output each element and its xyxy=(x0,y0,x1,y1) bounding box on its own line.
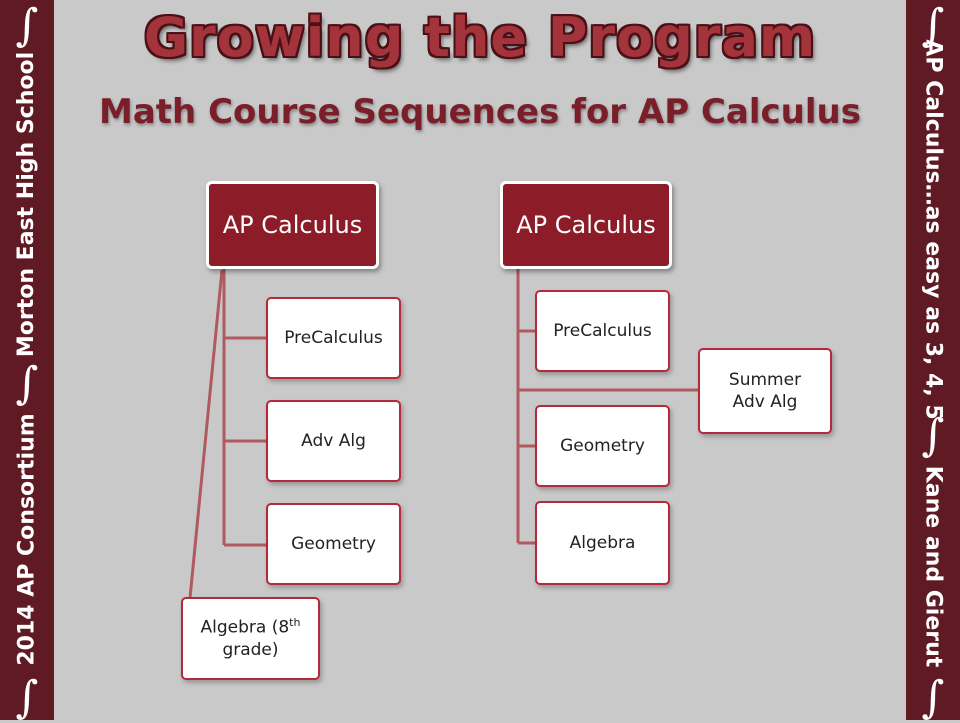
left-banner-top-text: Morton East High School xyxy=(14,51,40,357)
seq2-item-geometry: Geometry xyxy=(535,405,670,487)
seq1-item-geometry: Geometry xyxy=(266,503,401,585)
seq2-item-summer-adv-alg: Summer Adv Alg xyxy=(698,348,832,434)
right-banner-bottom-text: Kane and Gierut xyxy=(920,465,946,667)
integral-icon: ∫ xyxy=(921,410,945,461)
page-title: Growing the Program xyxy=(143,6,817,69)
integral-icon: ∫ xyxy=(921,0,945,51)
page-subtitle: Math Course Sequences for AP Calculus xyxy=(99,92,861,132)
seq2-item-precalculus: PreCalculus xyxy=(535,290,670,372)
integral-icon: ∫ xyxy=(921,672,945,723)
seq1-diagonal-line xyxy=(190,270,222,598)
seq1-item-algebra-8th: Algebra (8th grade) xyxy=(181,597,320,680)
left-banner-bottom-text: 2014 AP Consortium xyxy=(14,412,40,666)
seq2-head-box: AP Calculus xyxy=(500,181,672,269)
seq1-head-box: AP Calculus xyxy=(206,181,379,269)
seq1-item-precalculus: PreCalculus xyxy=(266,297,401,379)
integral-icon: ∫ xyxy=(15,0,39,51)
integral-icon: ∫ xyxy=(15,672,39,723)
seq2-item-algebra: Algebra xyxy=(535,501,670,585)
right-banner-top-text: AP Calculus…as easy as 3, 4, 5 xyxy=(920,38,946,420)
seq1-item-adv-alg: Adv Alg xyxy=(266,400,401,482)
integral-icon: ∫ xyxy=(15,358,39,409)
